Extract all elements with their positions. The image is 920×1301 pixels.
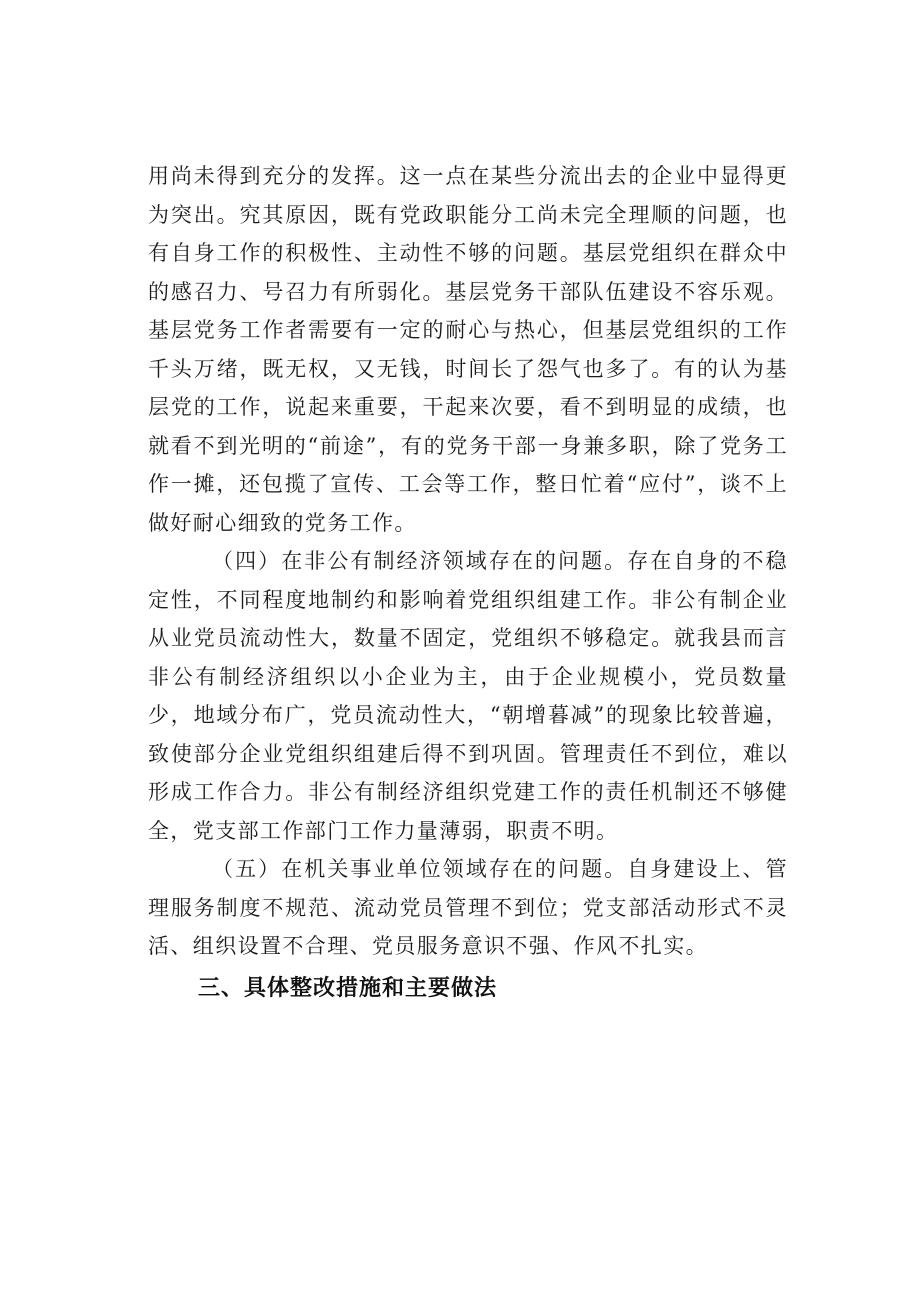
paragraph-continued: 用尚未得到充分的发挥。这一点在某些分流出去的企业中显得更为突出。究其原因，既有党政职能分工尚未完全理顺的问题，也有自身工作的积极性、主动性不够的问题。基层党组织在群众中的感召力、号召力有所弱化。基层党务干部队伍建设不容乐观。基层党务工作者需要有一定的耐心与热心，但基层党组织的工作千头万绪，既无权，又无钱，时间长了怨气也多了。有的认为基层党的工作，说起来重要，干起来次要，看不到明显的成绩，也就看不到光明的“前途”，有的党务干部一身兼多职，除了党务工作一摊，还包揽了宣传、工会等工作，整日忙着“应付”，谈不上做好耐心细致的党务工作。 [148,164,788,535]
paragraph-section-five: （五）在机关事业单位领域存在的问题。自身建设上、管理服务制度不规范、流动党员管理不到位；党支部活动形式不灵活、组织设置不合理、党员服务意识不强、作风不扎实。 [148,857,788,958]
paragraph-section-four: （四）在非公有制经济领域存在的问题。存在自身的不稳定性，不同程度地制约和影响着党组织组建工作。非公有制企业从业党员流动性大，数量不固定，党组织不够稳定。就我县而言非公有制经济组织以小企业为主，由于企业规模小，党员数量少，地域分布广，党员流动性大，“朝增暮减”的现象比较普遍，致使部分企业党组织组建后得不到巩固。管理责任不到位，难以形成工作合力。非公有制经济组织党建工作的责任机制还不够健全，党支部工作部门工作力量薄弱，职责不明。 [148,549,788,843]
section-heading: 三、具体整改措施和主要做法 [198,975,498,1001]
document-body [148,157,788,1008]
